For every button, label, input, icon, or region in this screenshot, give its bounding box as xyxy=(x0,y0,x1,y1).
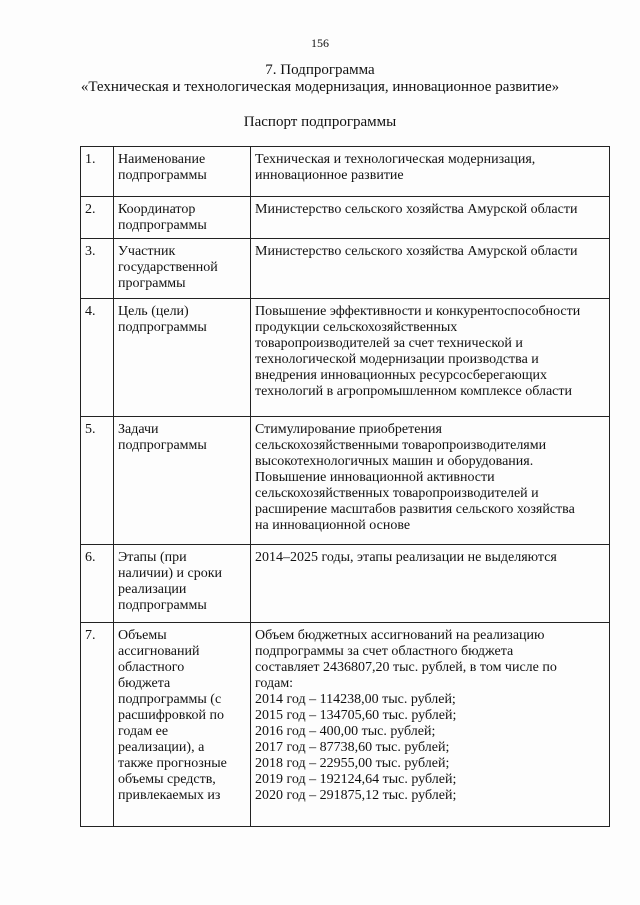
row-label-line: расшифровкой по xyxy=(118,708,224,723)
row-value-line: составляет 2436807,20 тыс. рублей, в том числе по xyxy=(255,660,557,675)
row-value-line: 2016 год – 400,00 тыс. рублей; xyxy=(255,724,436,739)
row-label xyxy=(114,299,251,417)
row-label-line: Наименование xyxy=(118,152,206,167)
row-value-line: сельскохозяйственными товаропроизводителями xyxy=(255,438,547,453)
row-label-line: подпрограммы xyxy=(118,168,207,183)
row-label-line: государственной xyxy=(118,260,218,275)
row-number: 1. xyxy=(81,147,114,197)
row-label-line: Цель (цели) xyxy=(118,304,189,319)
row-number: 6. xyxy=(81,545,114,623)
row-label-line: реализации xyxy=(118,582,187,597)
row-label-line: подпрограммы xyxy=(118,598,207,613)
row-number: 7. xyxy=(81,623,114,827)
row-label-line: программы xyxy=(118,276,186,291)
row-value xyxy=(251,623,610,827)
row-label xyxy=(114,545,251,623)
row-label xyxy=(114,417,251,545)
row-label-line: Этапы (при xyxy=(118,550,187,565)
passport-subtitle: Паспорт подпрограммы xyxy=(243,114,397,130)
row-value-line: инновационное развитие xyxy=(255,168,404,183)
row-value-line: Объем бюджетных ассигнований на реализацию xyxy=(255,628,545,643)
row-value xyxy=(251,417,610,545)
table-row xyxy=(81,147,610,197)
row-label-line: подпрограммы xyxy=(118,320,207,335)
row-value-line: 2020 год – 291875,12 тыс. рублей; xyxy=(255,788,457,803)
row-value-line: товаропроизводителей за счет технической и xyxy=(255,336,523,351)
row-value-line: 2014 год – 114238,00 тыс. рублей; xyxy=(255,692,456,707)
table-row xyxy=(81,197,610,239)
row-label-line: Объемы xyxy=(118,628,167,643)
row-label-line: годам ее xyxy=(118,724,169,739)
table-row xyxy=(81,417,610,545)
section-heading: 7. Подпрограмма xyxy=(265,62,375,78)
table-row xyxy=(81,545,610,623)
row-label-line: также прогнозные xyxy=(118,756,227,771)
row-label-line: привлекаемых из xyxy=(118,788,221,803)
row-value xyxy=(251,239,610,299)
row-value-line: Повышение инновационной активности xyxy=(255,470,495,485)
row-value xyxy=(251,147,610,197)
row-value-line: подпрограммы за счет областного бюджета xyxy=(255,644,514,659)
row-label-line: подпрограммы xyxy=(118,218,207,233)
row-label xyxy=(114,147,251,197)
subprogram-title: «Техническая и технологическая модернизация, инновационное развитие» xyxy=(80,79,560,95)
row-label-line: подпрограммы xyxy=(118,438,207,453)
row-value-line: 2019 год – 192124,64 тыс. рублей; xyxy=(255,772,457,787)
row-number: 4. xyxy=(81,299,114,417)
table-row xyxy=(81,239,610,299)
row-label-line: Задачи xyxy=(118,422,159,437)
row-value xyxy=(251,197,610,239)
row-value-line: технологической модернизации производства и xyxy=(255,352,539,367)
row-label xyxy=(114,239,251,299)
row-value-line: сельскохозяйственных товаропроизводителей и xyxy=(255,486,539,501)
row-value-line: 2014–2025 годы, этапы реализации не выделяются xyxy=(255,550,557,565)
row-label-line: реализации), а xyxy=(118,740,205,755)
row-value-line: 2018 год – 22955,00 тыс. рублей; xyxy=(255,756,450,771)
row-label-line: подпрограммы (с xyxy=(118,692,222,707)
row-value-line: годам: xyxy=(255,676,294,691)
row-value-line: Техническая и технологическая модернизация, xyxy=(255,152,536,167)
row-value-line: 2017 год – 87738,60 тыс. рублей; xyxy=(255,740,450,755)
row-label-line: бюджета xyxy=(118,676,171,691)
row-value xyxy=(251,299,610,417)
row-value-line: внедрения инновационных ресурсосберегающих xyxy=(255,368,547,383)
row-value-line: Министерство сельского хозяйства Амурской области xyxy=(255,202,578,217)
row-value-line: расширение масштабов развития сельского хозяйства xyxy=(255,502,575,517)
row-label-line: Координатор xyxy=(118,202,196,217)
page-number: 156 xyxy=(311,36,329,50)
row-value-line: 2015 год – 134705,60 тыс. рублей; xyxy=(255,708,457,723)
passport-table-body xyxy=(81,147,610,827)
row-value-line: Повышение эффективности и конкурентоспособности xyxy=(255,304,581,319)
row-value-line: продукции сельскохозяйственных xyxy=(255,320,458,335)
row-value-line: технологий в агропромышленном комплексе области xyxy=(255,384,573,399)
row-label-line: ассигнований xyxy=(118,644,200,659)
row-value-line: Стимулирование приобретения xyxy=(255,422,442,437)
row-label-line: областного xyxy=(118,660,185,675)
row-value-line: на инновационной основе xyxy=(255,518,411,533)
row-number: 3. xyxy=(81,239,114,299)
row-number: 5. xyxy=(81,417,114,545)
row-label-line: Участник xyxy=(118,244,176,259)
row-value-line: Министерство сельского хозяйства Амурской области xyxy=(255,244,578,259)
row-label-line: объемы средств, xyxy=(118,772,216,787)
row-label xyxy=(114,623,251,827)
row-label-line: наличии) и сроки xyxy=(118,566,222,581)
row-label xyxy=(114,197,251,239)
passport-table xyxy=(80,146,610,827)
row-number: 2. xyxy=(81,197,114,239)
row-value-line: высокотехнологичных машин и оборудования. xyxy=(255,454,534,469)
table-row xyxy=(81,623,610,827)
table-row xyxy=(81,299,610,417)
row-value xyxy=(251,545,610,623)
